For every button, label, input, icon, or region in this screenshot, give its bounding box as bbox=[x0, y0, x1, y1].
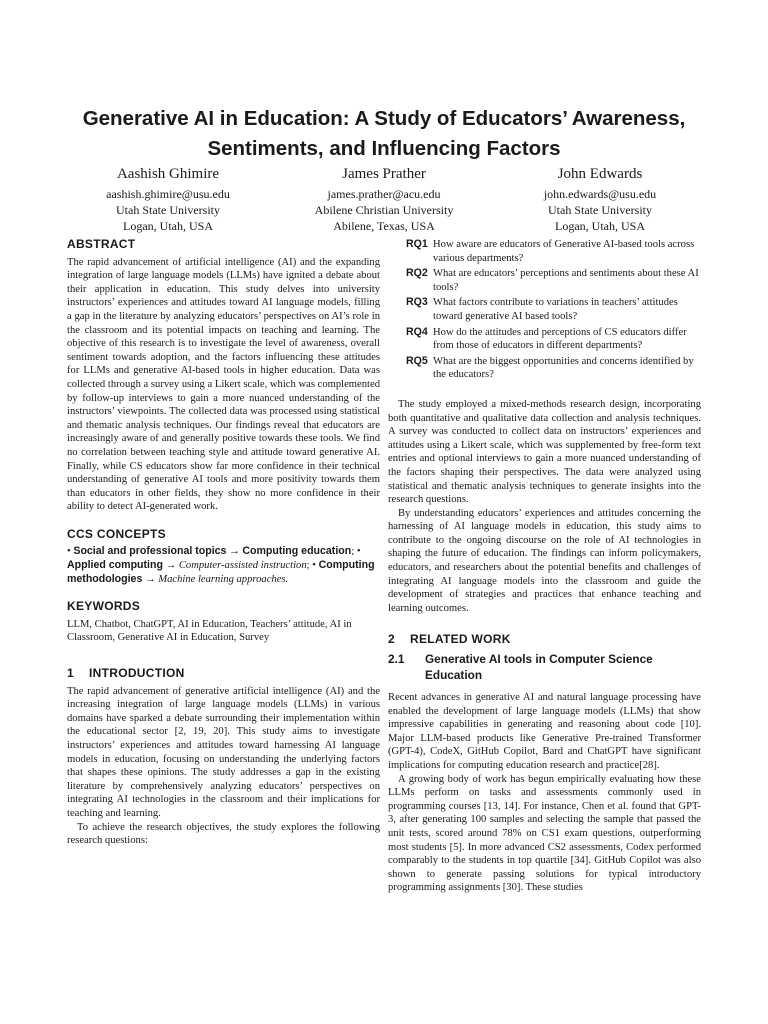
rq-text: What are the biggest opportunities and concerns identified by the educators? bbox=[433, 355, 694, 381]
research-questions bbox=[406, 238, 701, 382]
paper-title bbox=[40, 104, 728, 164]
ccs-item-2-topic: Applied computing bbox=[67, 559, 163, 572]
author-location: Logan, Utah, USA bbox=[555, 219, 645, 233]
author-affiliation: Utah State University bbox=[116, 203, 220, 217]
intro-paragraph-1: The rapid advancement of generative artificial intelligence (AI) and the increasing integration of large language models (LLMs) in various domains have sparked a debate surrounding their implementation within the educational sector [2, 19, 20]. This study aims to investigate instructors’ experiences and attitudes toward harnessing AI language models in education, focusing on understanding the underlying factors that shapes these opinions. The study addresses a gap in the existing literature by comprehensively analyzing educators’ perspectives on integrating AI technologies in the classroom and their implications for teaching and learning. bbox=[67, 685, 380, 819]
rq-label: RQ4 bbox=[406, 325, 428, 338]
rq-label: RQ1 bbox=[406, 238, 428, 250]
intro-paragraph-4: By understanding educators’ experiences and attitudes concerning the harnessing of AI language models in education, this study aims to contribute to the ongoing discourse on the role of AI technologies in shaping the future of education. The findings can inform policymakers, educators, and researchers about the potential benefits and challenges of integrating AI language models into the classroom and guide the development of strategies and practices that enhance teaching and learning outcomes. bbox=[388, 507, 701, 614]
author-3 bbox=[492, 164, 708, 234]
ccs-heading: CCS CONCEPTS bbox=[67, 526, 166, 541]
left-column bbox=[67, 238, 380, 848]
author-affiliation: Abilene Christian University bbox=[314, 203, 454, 217]
research-question bbox=[406, 238, 701, 265]
author-location: Abilene, Texas, USA bbox=[333, 219, 435, 233]
research-question bbox=[406, 267, 701, 294]
author-name: Aashish Ghimire bbox=[116, 166, 220, 182]
keywords-heading: KEYWORDS bbox=[67, 599, 141, 614]
title-line-2: Sentiments, and Influencing Factors bbox=[207, 137, 561, 160]
abstract-heading: ABSTRACT bbox=[67, 237, 136, 251]
author-email: john.edwards@usu.edu bbox=[543, 187, 657, 201]
rq-label: RQ3 bbox=[406, 296, 428, 309]
ccs-item-2-target: Computer-assisted instruction bbox=[178, 560, 307, 572]
ccs-item-1-target: Computing education bbox=[242, 545, 352, 558]
author-2 bbox=[276, 164, 492, 234]
intro-paragraph-2: To achieve the research objectives, the study explores the following research questions: bbox=[67, 821, 380, 847]
abstract-text: The rapid advancement of artificial intelligence (AI) and the expanding integration of large language models (LLMs) have ignited a debate about their application in education. This study delves into university instructors’ experiences and attitudes toward AI language models, filling a gap in the literature by analyzing educators’ perspectives on AI’s role in the classroom and its potential impacts on teaching and learning. The objective of this research is to investigate the level of awareness, overall sentiment towards adoption, and the factors influencing these attitudes for LLMs and generative AI-based tools in higher education. Data was collected through a survey using a Likert scale, which was complemented by follow-up interviews to gain a more nuanced understanding of the instructors’ viewpoints. The collected data was processed using statistical and thematic analysis techniques. Our findings reveal that educators are increasingly aware of and generally positive towards these tools. We find no correlation between teaching style and attitude toward generative AI. Finally, while CS educators show far more confidence in their technical understanding of generative AI tools and more positivity towards them than educators in other fields, they show no more confidence in their ability to detect AI-generated work. bbox=[67, 256, 380, 513]
author-email: aashish.ghimire@usu.edu bbox=[106, 187, 230, 201]
author-block bbox=[60, 164, 708, 234]
subsection-2-1-heading: 2.1 Generative AI tools in Computer Science Education bbox=[388, 652, 653, 683]
author-name: James Prather bbox=[342, 166, 426, 182]
rq-text: How aware are educators of Generative AI-based tools across various departments? bbox=[433, 239, 695, 264]
intro-paragraph-3: The study employed a mixed-methods research design, incorporating both quantitative and qualitative data collection and analysis techniques. A survey was conducted to collect data on instructors’ experiences and attitudes using a Likert scale, which was supplemented by free-form text entries and optional interviews to gain a more nuanced understanding of the factors shaping their perspectives. The data were analyzed using statistical and thematic analysis techniques to generate insights into the research questions. bbox=[388, 398, 701, 506]
research-question bbox=[406, 326, 701, 353]
rq-label: RQ5 bbox=[406, 354, 428, 367]
author-1 bbox=[60, 164, 276, 234]
related-work-paragraph-1: Recent advances in generative AI and natural language processing have enabled the development of large language models (LLMs) that show impressive capabilities in generating and reasoning about code [10]. Major LLM-based products like Generative Pre-trained Transformer (GPT-4), CodeX, GitHub Copilot, Bard and ChatGPT have significant implications for computing education research and practice[28]. bbox=[388, 692, 701, 771]
keywords-text: LLM, Chatbot, ChatGPT, AI in Education, Teachers’ attitude, AI in Classroom, Generative AI in Education, Survey bbox=[67, 618, 352, 644]
related-work-paragraph-2: A growing body of work has begun empirically evaluating how these LLMs perform on tasks and assessments commonly used in programming courses [13, 14]. For instance, Chen et al. found that GPT-3, after generating 100 samples and selecting the sample that passed the unit tests, scored around 78% on CS1 exam questions, outperforming most students [5]. In more advanced CS2 assessments, Codex performed comparably to the students in top quartile [34]. GitHub Copilot was also shown to generate passing solutions for typical introductory programming assignments [30]. These studies bbox=[388, 773, 701, 894]
research-question bbox=[406, 296, 701, 323]
rq-text: What factors contribute to variations in teachers’ attitudes toward generative AI based tools? bbox=[433, 297, 678, 322]
section-2-heading: 2 RELATED WORK bbox=[388, 632, 511, 647]
author-location: Logan, Utah, USA bbox=[123, 219, 213, 233]
title-line-1: Generative AI in Education: A Study of Educators’ Awareness, bbox=[82, 107, 686, 130]
right-column bbox=[388, 238, 701, 895]
author-email: james.prather@acu.edu bbox=[327, 187, 441, 201]
research-question bbox=[406, 355, 701, 382]
ccs-concepts: • Social and professional topics → Computing education; • Applied computing → Computer-assisted instruction; • Computing methodologies → Machine learning approaches. bbox=[67, 545, 375, 585]
rq-label: RQ2 bbox=[406, 267, 428, 280]
ccs-item-1-topic: Social and professional topics bbox=[73, 545, 227, 558]
rq-text: How do the attitudes and perceptions of CS educators differ from those of educators in different departments? bbox=[433, 326, 687, 352]
ccs-item-3-topic: Computing methodologies bbox=[67, 559, 375, 585]
rq-text: What are educators’ perceptions and sentiments about these AI tools? bbox=[433, 268, 699, 293]
ccs-item-3-target: Machine learning approaches. bbox=[158, 573, 289, 585]
section-1-heading: 1 INTRODUCTION bbox=[67, 666, 185, 681]
author-name: John Edwards bbox=[557, 166, 643, 182]
author-affiliation: Utah State University bbox=[548, 203, 652, 217]
